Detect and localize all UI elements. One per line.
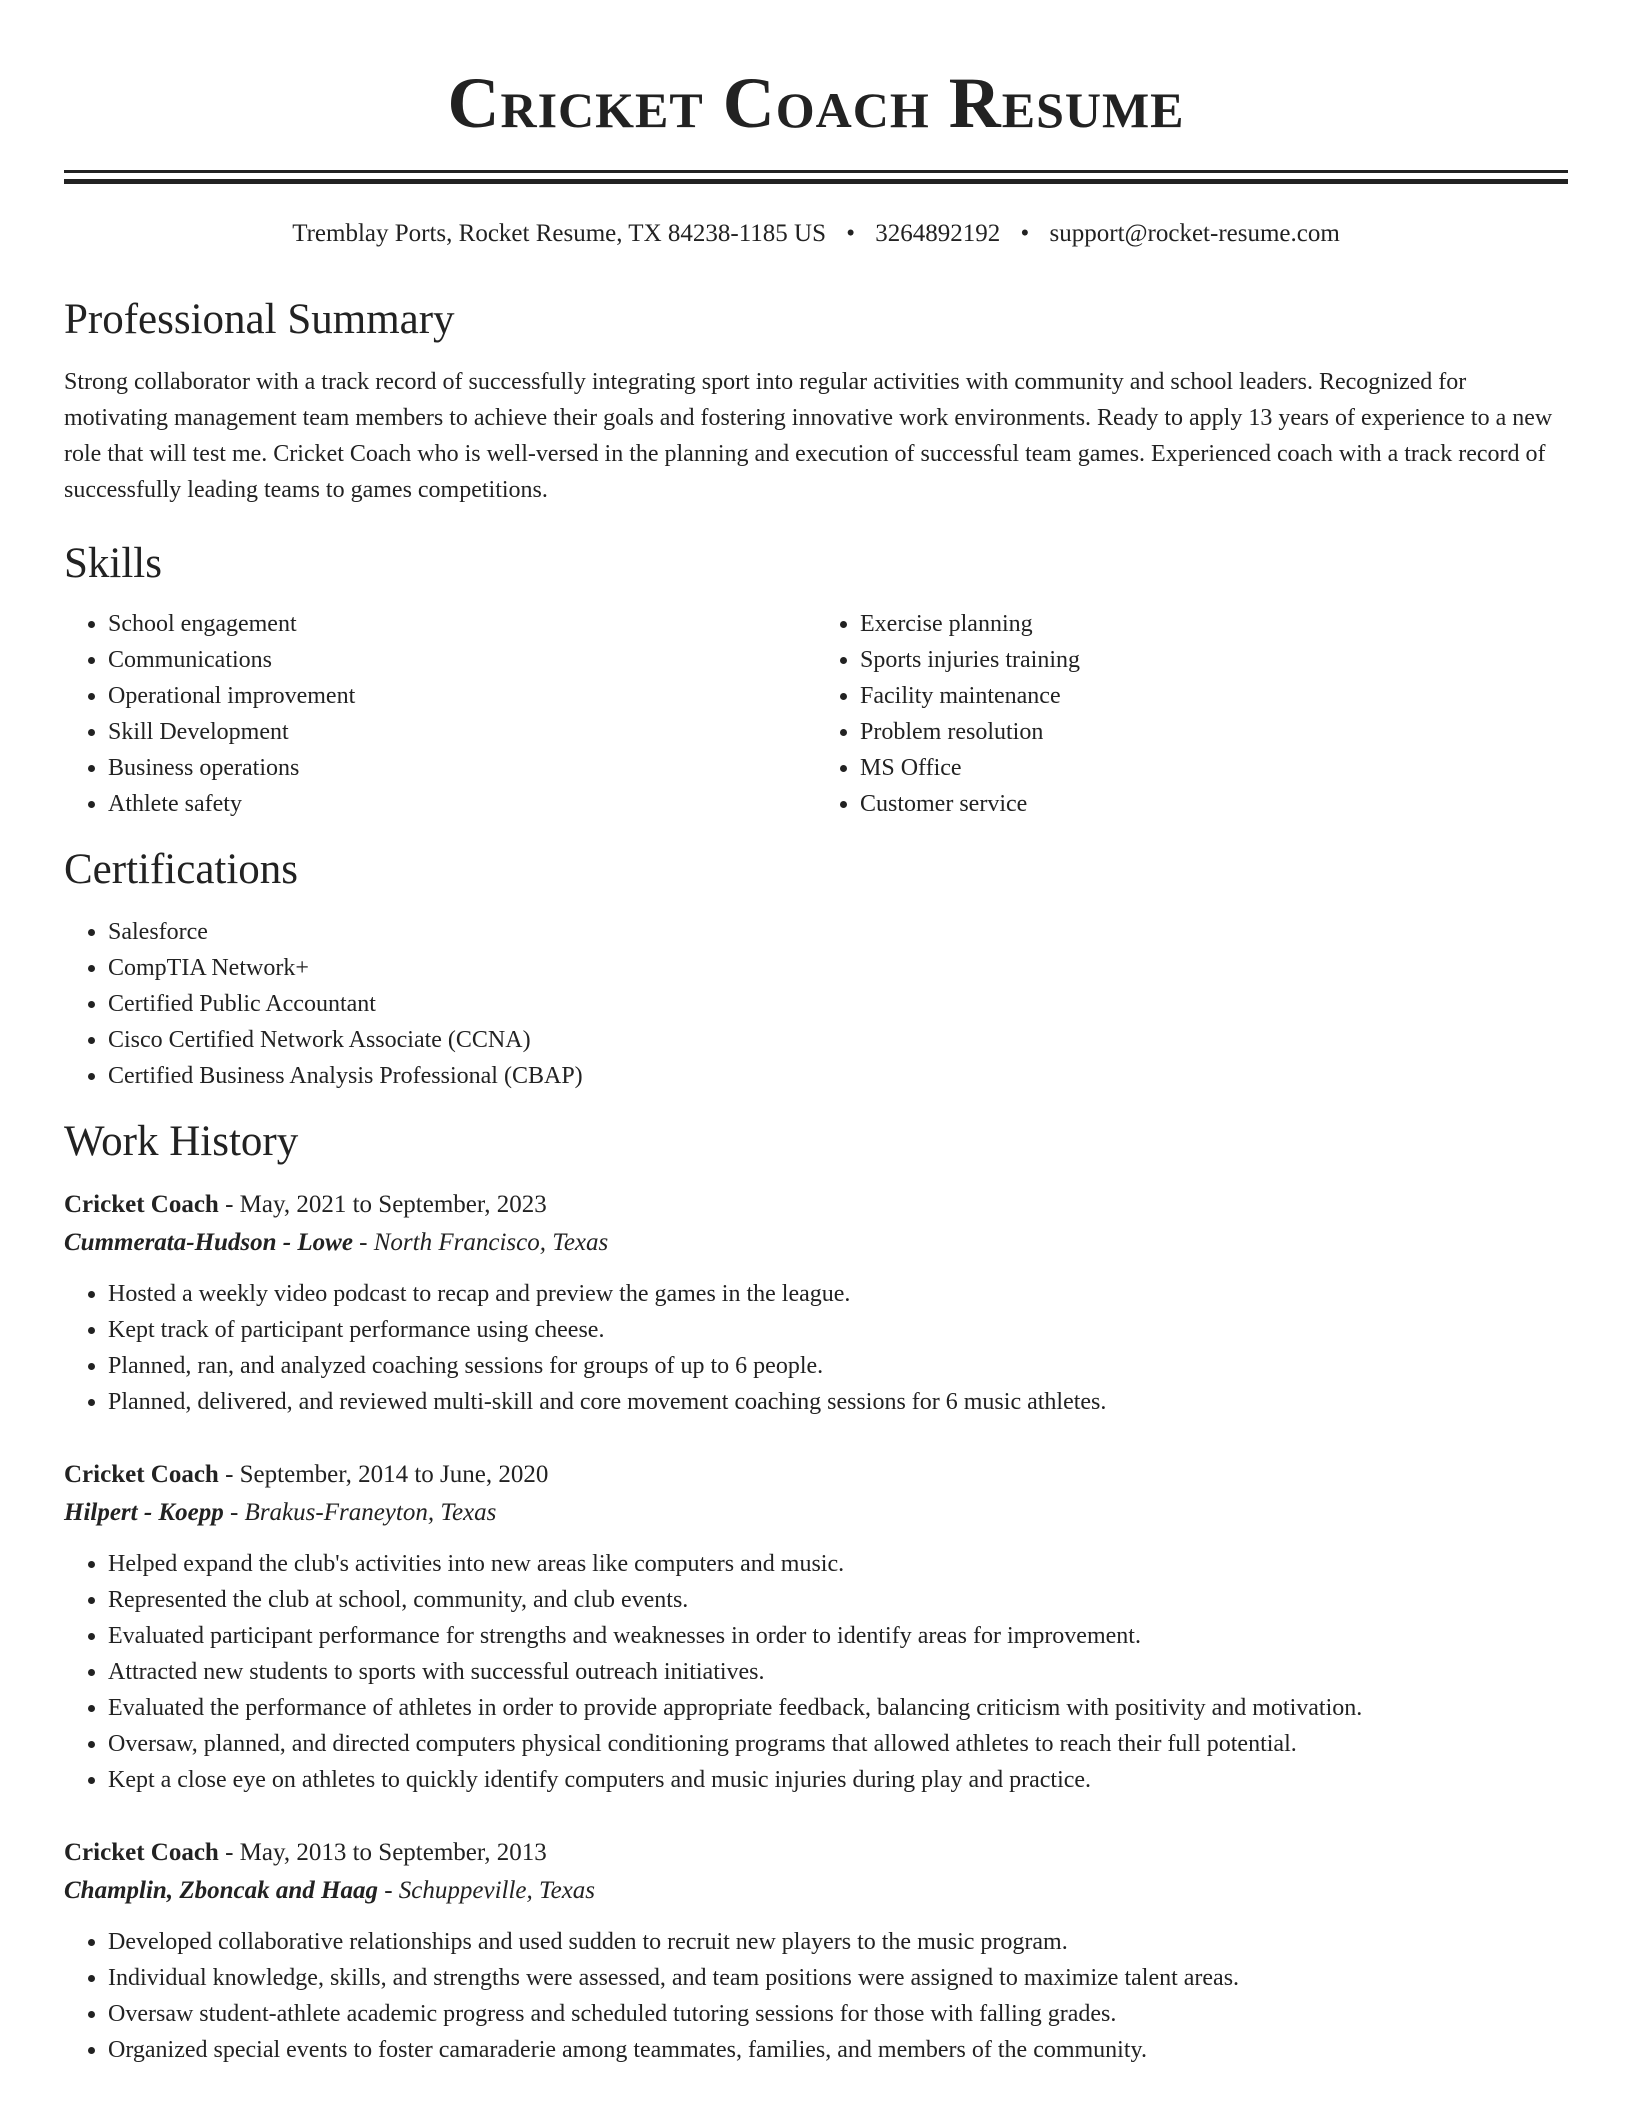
summary-heading: Professional Summary xyxy=(64,296,455,343)
job-location: Brakus-Franeyton, Texas xyxy=(244,1499,497,1526)
job-dates: May, 2013 to September, 2013 xyxy=(239,1839,547,1866)
contact-line xyxy=(64,218,1568,250)
skill-item: • MS Office xyxy=(860,750,1568,786)
duty-item: • Oversaw, planned, and directed computers physical conditioning programs that allowed athletes to reach their full potential. xyxy=(108,1726,1568,1762)
duty-item: • Oversaw student-athlete academic progress and scheduled tutoring sessions for those with falling grades. xyxy=(108,1996,1568,2032)
skill-item: • Athlete safety xyxy=(108,786,816,822)
certification-item: • Certified Public Accountant xyxy=(108,986,1568,1022)
job-entry xyxy=(64,1186,1568,1420)
contact-phone: 3264892192 xyxy=(875,220,1001,247)
job-dates: September, 2014 to June, 2020 xyxy=(239,1461,549,1488)
skill-item: • Facility maintenance xyxy=(860,678,1568,714)
job-company-line: Champlin, Zboncak and Haag - Schuppeville, Texas xyxy=(64,1877,596,1904)
job-location: North Francisco, Texas xyxy=(373,1229,609,1256)
certifications-section xyxy=(64,844,1568,1094)
job-title: Cricket Coach xyxy=(64,1191,219,1218)
duty-item: • Hosted a weekly video podcast to recap and preview the games in the league. xyxy=(108,1276,1568,1312)
contact-address: Tremblay Ports, Rocket Resume, TX 84238-1185 US xyxy=(292,220,826,247)
duty-item: • Individual knowledge, skills, and strengths were assessed, and team positions were assigned to maximize talent areas. xyxy=(108,1960,1568,1996)
job-company: Cummerata-Hudson - Lowe xyxy=(64,1229,353,1256)
summary-text: Strong collaborator with a track record of successfully integrating sport into regular activities with community and school leaders. Recognized for motivating management team members to achieve their goals and fostering innovative work environments. Ready to apply 13 years of experience to a new role that will test me. Cricket Coach who is well-versed in the planning and execution of successful team games. Experienced coach with a track record of successfully leading teams to games competitions. xyxy=(64,369,1553,503)
skill-item: • Customer service xyxy=(860,786,1568,822)
job-location: Schuppeville, Texas xyxy=(398,1877,596,1904)
job-header: Cricket Coach - May, 2021 to September, 2023 xyxy=(64,1191,547,1218)
duty-item: • Developed collaborative relationships and used sudden to recruit new players to the music program. xyxy=(108,1924,1568,1960)
contact-email: support@rocket-resume.com xyxy=(1049,220,1340,247)
duty-item: • Planned, ran, and analyzed coaching sessions for groups of up to 6 people. xyxy=(108,1348,1568,1384)
duty-item: • Kept track of participant performance using cheese. xyxy=(108,1312,1568,1348)
skills-section xyxy=(64,538,1568,822)
certifications-heading: Certifications xyxy=(64,846,299,893)
skill-item: • School engagement xyxy=(108,606,816,642)
job-company-line: Hilpert - Koepp - Brakus-Franeyton, Texas xyxy=(64,1499,497,1526)
job-entry xyxy=(64,1834,1568,2068)
contact-separator: • xyxy=(1020,220,1030,247)
skills-heading: Skills xyxy=(64,540,162,587)
job-header: Cricket Coach - May, 2013 to September, 2013 xyxy=(64,1839,547,1866)
contact-separator: • xyxy=(846,220,855,247)
skill-item: • Exercise planning xyxy=(860,606,1568,642)
duty-item: • Evaluated participant performance for strengths and weaknesses in order to identify areas for improvement. xyxy=(108,1618,1568,1654)
job-duties-list xyxy=(64,1546,1568,1798)
job-company: Hilpert - Koepp xyxy=(64,1499,224,1526)
duty-item: • Evaluated the performance of athletes in order to provide appropriate feedback, balancing criticism with positivity and motivation. xyxy=(108,1690,1568,1726)
skill-item: • Skill Development xyxy=(108,714,816,750)
duty-item: • Organized special events to foster camaraderie among teammates, families, and members of the community. xyxy=(108,2032,1568,2068)
job-company-line: Cummerata-Hudson - Lowe - North Francisco, Texas xyxy=(64,1229,609,1256)
skill-item: • Sports injuries training xyxy=(860,642,1568,678)
skill-item: • Operational improvement xyxy=(108,678,816,714)
duty-item: • Represented the club at school, community, and club events. xyxy=(108,1582,1568,1618)
title-rule-bottom xyxy=(64,179,1568,184)
duty-item: • Attracted new students to sports with successful outreach initiatives. xyxy=(108,1654,1568,1690)
job-company: Champlin, Zboncak and Haag xyxy=(64,1877,378,1904)
job-title: Cricket Coach xyxy=(64,1839,219,1866)
title-rule-top xyxy=(64,170,1568,173)
duty-item: • Planned, delivered, and reviewed multi-skill and core movement coaching sessions for 6 music athletes. xyxy=(108,1384,1568,1420)
skill-item: • Problem resolution xyxy=(860,714,1568,750)
job-header: Cricket Coach - September, 2014 to June, 2020 xyxy=(64,1461,549,1488)
job-dates: May, 2021 to September, 2023 xyxy=(239,1191,547,1218)
duty-item: • Helped expand the club's activities into new areas like computers and music. xyxy=(108,1546,1568,1582)
skill-item: • Communications xyxy=(108,642,816,678)
certification-item: • Salesforce xyxy=(108,914,1568,950)
certification-item: • Cisco Certified Network Associate (CCNA) xyxy=(108,1022,1568,1058)
work-history-section xyxy=(64,1116,1568,2068)
skills-list-left xyxy=(64,606,816,822)
page-title: Cricket Coach Resume xyxy=(447,63,1185,143)
job-entry xyxy=(64,1456,1568,1798)
job-duties-list xyxy=(64,1924,1568,2068)
summary-section xyxy=(64,294,1568,508)
certifications-list xyxy=(64,914,1568,1094)
skills-list-right xyxy=(816,606,1568,822)
skill-item: • Business operations xyxy=(108,750,816,786)
skills-columns xyxy=(64,606,1568,822)
certification-item: • Certified Business Analysis Professional (CBAP) xyxy=(108,1058,1568,1094)
certification-item: • CompTIA Network+ xyxy=(108,950,1568,986)
job-title: Cricket Coach xyxy=(64,1461,219,1488)
work-history-heading: Work History xyxy=(64,1118,299,1165)
job-duties-list xyxy=(64,1276,1568,1420)
duty-item: • Kept a close eye on athletes to quickly identify computers and music injuries during play and practice. xyxy=(108,1762,1568,1798)
